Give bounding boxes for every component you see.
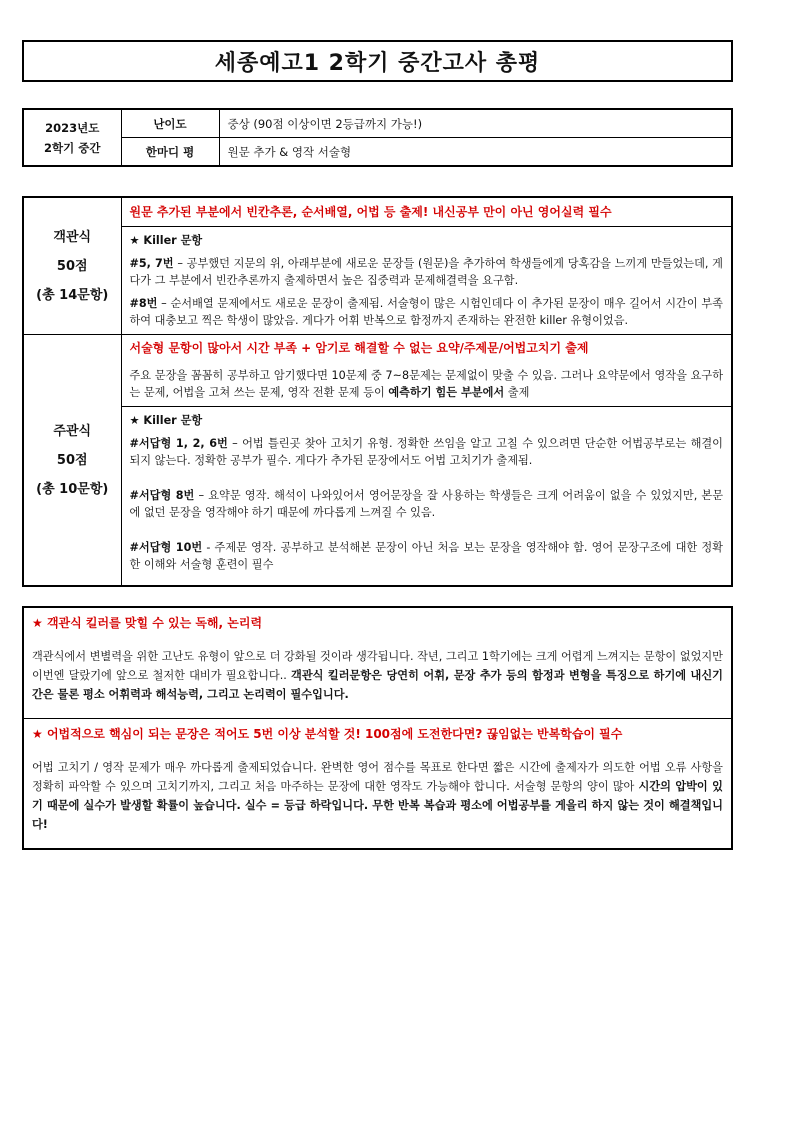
summary-text-2: 어법 고치기 / 영작 문제가 매우 까다롭게 출제되었습니다. 완벽한 영어 점수를 목표로 한다면 짧은 시간에 출제자가 의도한 어법 오류 사항을 정확히 파악할 수 있으며 고치기까지, 그리고 처음 마주하는 문장에 대한 영작도 가능해야 합니다. 서술형 문항의 양이 많아 시간의 압박이 있기 때문에 실수가 발생할 확률이 높습니다. 실수 = 등급 하락입니다. 무한 반복 복습과 평소에 어법공부를 게을리 하지 않는 것이 해결책입니다! [32,761,723,831]
subjective-headline: 서술형 문항이 많아서 시간 부족 + 암기로 해결할 수 없는 요약/주제문/어법고치기 출제 [129,341,589,355]
difficulty-value: 중상 (90점 이상이면 2등급까지 가능!) [219,109,732,138]
exam-info-table [22,108,733,167]
page-title: 세종예고1 2학기 중간고사 총평 [22,40,733,82]
comment-value: 원문 추가 & 영작 서술형 [219,138,732,167]
summary-heading-2: ★ 어법적으로 핵심이 되는 문장은 적어도 5번 이상 분석할 것! 100점에 도전한다면? 끊임없는 반복학습이 필수 [32,727,623,741]
analysis-table [22,196,733,587]
summary-text-1: 객관식에서 변별력을 위한 고난도 유형이 앞으로 더 강화될 것이라 생각됩니다. 작년, 그리고 1학기에는 크게 어렵게 느껴지는 문항이 없었지만 이번엔 달랐기에 앞으로 철저한 대비가 필요합니다.. 객관식 킬러문항은 당연히 어휘, 문장 추가 등의 함정과 변형을 특징으로 하기에 내신기간은 물론 평소 어휘력과 해석능력, 그리고 논리력이 필수입니다. [32,650,723,701]
objective-killer-item-2: #8번 – 순서배열 문제에서도 새로운 문장이 출제됨. 서술형이 많은 시험인데다 이 추가된 문장이 매우 길어서 시간이 부족하여 대충보고 찍은 학생이 많았음. 게다가 어휘 반복으로 함정까지 존재하는 완전한 killer 유형이었음. [129,297,723,327]
objective-headline: 원문 추가된 부분에서 빈칸추론, 순서배열, 어법 등 출제! 내신공부 만이 아닌 영어실력 필수 [121,197,732,227]
exam-term: 2학기 중간 [44,140,101,155]
objective-killer-title: ★ Killer 문항 [129,234,203,247]
subjective-killer-section [121,407,732,587]
subjective-killer-item-3: #서답형 10번 - 주제문 영작. 공부하고 분석해본 문장이 아닌 처음 보는 문장을 영작해야 함. 영어 문장구조에 대한 정확한 이해와 서술형 훈련이 필수 [129,541,723,571]
difficulty-label: 난이도 [121,109,219,138]
exam-period [23,109,121,166]
star-icon: ★ [32,727,43,741]
summary-heading-1: ★ 객관식 킬러를 맞힐 수 있는 독해, 논리력 [32,616,263,630]
comment-label: 한마디 평 [121,138,219,167]
objective-label: 객관식 50점 (총 14문항) [23,197,121,335]
subjective-label: 주관식 50점 (총 10문항) [23,335,121,587]
star-icon: ★ [32,616,43,630]
objective-killer-item-1: #5, 7번 – 공부했던 지문의 위, 아래부분에 새로운 문장들 (원문)을 추가하여 학생들에게 당혹감을 느끼게 만들었는데, 게다가 그 부분에서 빈칸추론까지 출제하면서 높은 집중력과 문제해결력을 요구함. [129,257,723,287]
summary-box [22,606,733,850]
objective-killer-section [121,227,732,335]
summary-block-grammar [24,718,731,848]
subjective-intro: 주요 문장을 꼼꼼히 공부하고 암기했다면 10문제 중 7~8문제는 문제없이 맞출 수 있음. 그러나 요약문에서 영작을 요구하는 문제, 어법을 고쳐 쓰는 문제, 영작 전환 문제 등이 예측하기 힘든 부분에서 출제 [129,369,723,399]
subjective-killer-title: ★ Killer 문항 [129,414,203,427]
summary-block-objective [24,608,731,718]
subjective-killer-item-2: #서답형 8번 – 요약문 영작. 해석이 나와있어서 영어문장을 잘 사용하는 학생들은 크게 어려움이 없을 수 있었지만, 본문에 없던 문장을 영작해야 하기 때문에 까다롭게 느껴질 수 있음. [129,489,723,519]
subjective-killer-item-1: #서답형 1, 2, 6번 – 어법 틀린곳 찾아 고치기 유형. 정확한 쓰임을 알고 고칠 수 있으려면 단순한 어법공부로는 해결이 되지 않는다. 정확한 공부가 필수. 게다가 추가된 문장에서도 어법 고치기가 출제됨. [129,437,723,467]
exam-year: 2023년도 [45,120,100,135]
subjective-headline-section [121,335,732,407]
document-page [22,40,733,850]
